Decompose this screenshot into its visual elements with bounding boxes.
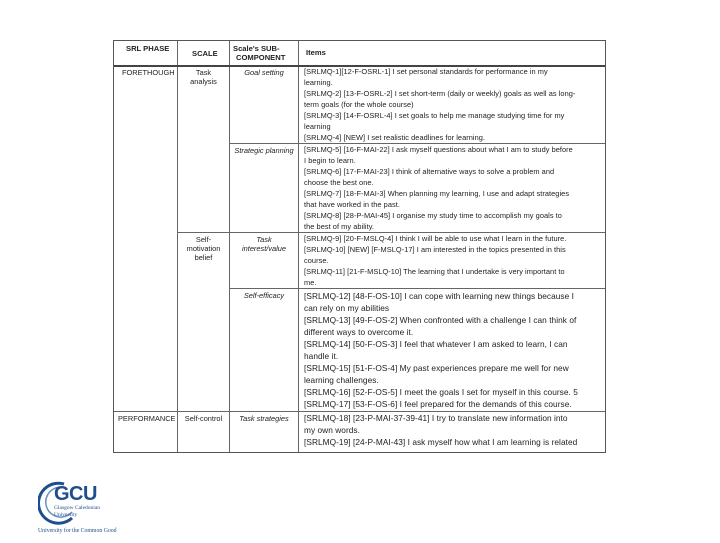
column-divider <box>298 41 299 452</box>
row-divider <box>114 411 605 412</box>
item-line: I begin to learn. <box>304 156 356 165</box>
logo-tagline: University for the Common Good <box>38 528 117 534</box>
item-line: handle it. <box>304 351 339 361</box>
item-line: learning <box>304 122 331 131</box>
item-line: term goals (for the whole course) <box>304 100 414 109</box>
header-scale: SCALE <box>192 49 218 58</box>
phase-forethought: FORETHOUGH <box>122 68 175 77</box>
item-line: [SRLMQ-2] [13-F-OSRL-2] I set short-term (daily or weekly) goals as well as long- <box>304 89 576 98</box>
srl-questionnaire-table <box>113 40 606 453</box>
item-line: [SRLMQ-15] [51-F-OS-4] My past experiences prepare me well for new <box>304 363 569 373</box>
item-line: learning challenges. <box>304 375 379 385</box>
item-line: different ways to overcome it. <box>304 327 414 337</box>
item-line: [SRLMQ-14] [50-F-OS-3] I feel that whatever I am asked to learn, I can <box>304 339 568 349</box>
scale-self-motivation-belief: Self- motivation belief <box>186 235 221 262</box>
header-subcomponent-line1: Scale's SUB- <box>233 44 280 53</box>
header-srl-phase: SRL PHASE <box>126 44 170 53</box>
logo-name-line1: Glasgow Caledonian <box>54 505 100 511</box>
item-line: [SRLMQ-10] [NEW] [F-MSLQ-17] I am interested in the topics presented in this <box>304 245 566 254</box>
item-line: [SRLMQ-4] [NEW] I set realistic deadlines for learning. <box>304 133 486 142</box>
item-line: me. <box>304 278 317 287</box>
item-line: [SRLMQ-12] [48-F-OS-10] I can cope with learning new things because I <box>304 291 575 301</box>
item-line: [SRLMQ-18] [23-P-MAI-37-39-41] I try to translate new information into <box>304 413 568 423</box>
logo-initials: GCU <box>54 483 97 505</box>
logo-name-line2: University <box>54 512 78 518</box>
sub-self-efficacy: Self-efficacy <box>243 291 285 300</box>
sub-task-interest-value: Task interest/value <box>242 235 286 253</box>
item-line: that have worked in the past. <box>304 200 400 209</box>
item-line: my own words. <box>304 425 360 435</box>
item-line: [SRLMQ-11] [21-F-MSLQ-10] The learning that I undertake is very important to <box>304 267 565 276</box>
row-divider <box>229 288 605 289</box>
header-items: Items <box>306 48 326 57</box>
item-line: [SRLMQ-13] [49-F-OS-2] When confronted with a challenge I can think of <box>304 315 577 325</box>
header-subcomponent-line2: COMPONENT <box>236 53 286 62</box>
item-line: [SRLMQ-1][12-F-OSRL-1] I set personal standards for performance in my <box>304 67 548 76</box>
sub-task-strategies: Task strategies <box>239 414 289 423</box>
item-line: [SRLMQ-5] [16-F-MAI-22] I ask myself questions about what I am to study before <box>304 145 573 154</box>
item-line: [SRLMQ-19] [24-P-MAI-43] I ask myself how what I am learning is related <box>304 437 578 447</box>
item-line: choose the best one. <box>304 178 374 187</box>
gcu-logo <box>38 478 168 538</box>
item-line: [SRLMQ-9] [20-F-MSLQ-4] I think I will be able to use what I learn in the future. <box>304 234 567 243</box>
sub-goal-setting: Goal setting <box>244 68 284 77</box>
scale-self-control: Self-control <box>184 414 223 423</box>
sub-strategic-planning: Strategic planning <box>234 146 294 155</box>
item-line: course. <box>304 256 329 265</box>
phase-performance: PERFORMANCE <box>118 414 176 423</box>
item-line: [SRLMQ-6] [17-F-MAI-23] I think of alternative ways to solve a problem and <box>304 167 555 176</box>
item-line: [SRLMQ-7] [18-F-MAI-3] When planning my learning, I use and adapt strategies <box>304 189 570 198</box>
item-line: [SRLMQ-16] [52-F-OS-5] I meet the goals I set for myself in this course. 5 <box>304 387 578 397</box>
item-line: [SRLMQ-3] [14-F-OSRL-4] I set goals to help me manage studying time for my <box>304 111 565 120</box>
item-line: the best of my ability. <box>304 222 375 231</box>
scale-task-analysis: Task analysis <box>190 68 217 86</box>
item-line: can rely on my abilities <box>304 303 390 313</box>
item-line: learning. <box>304 78 333 87</box>
item-line: [SRLMQ-17] [53-F-OS-6] I feel prepared for the demands of this course. <box>304 399 572 409</box>
item-line: [SRLMQ-8] [28-P-MAI-45] I organise my study time to accomplish my goals to <box>304 211 562 220</box>
